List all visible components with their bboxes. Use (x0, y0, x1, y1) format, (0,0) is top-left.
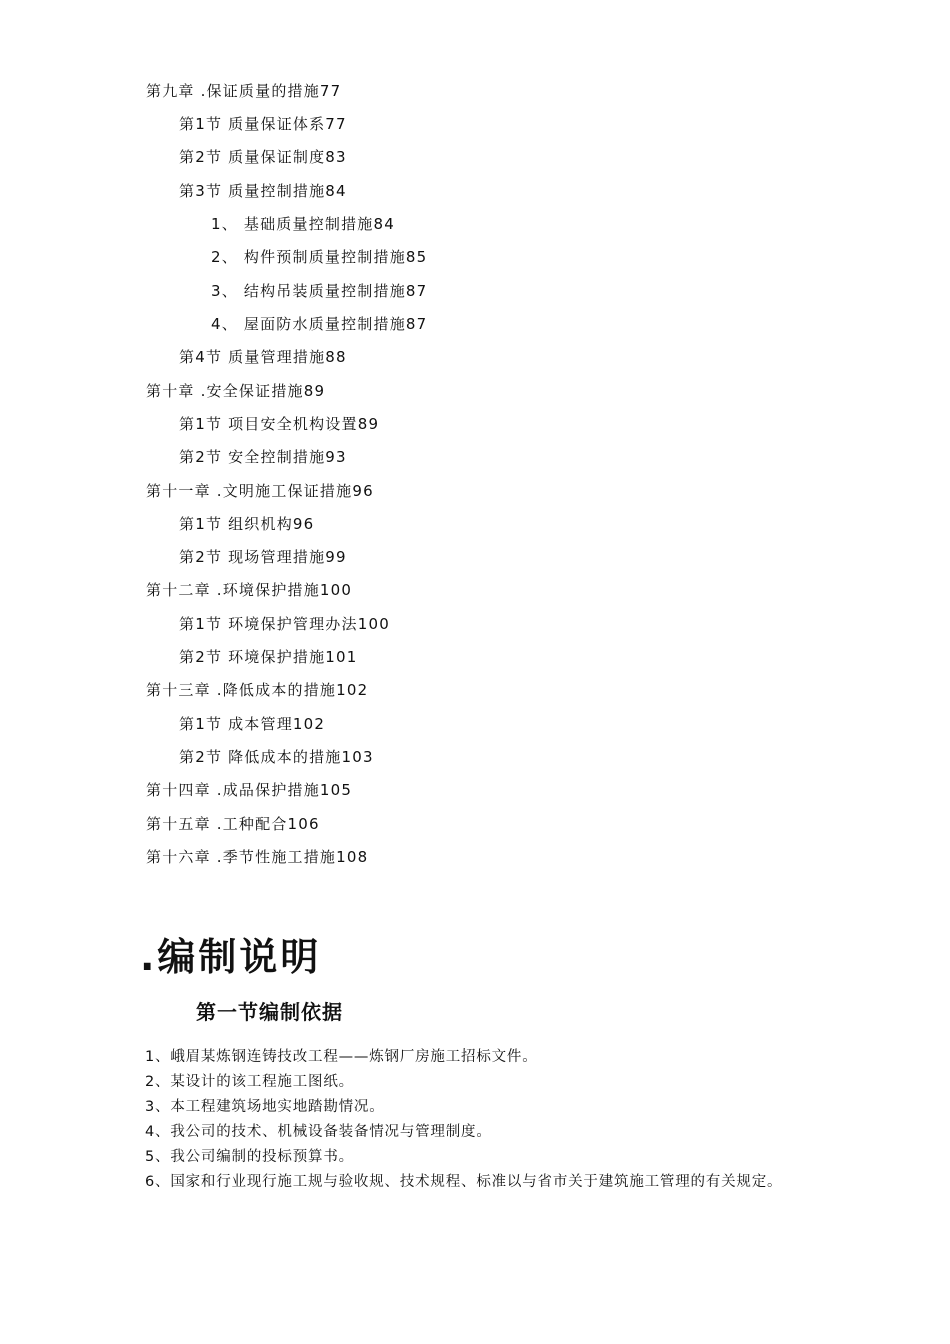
toc-section[interactable]: 第2节 安全控制措施93 (179, 448, 347, 466)
toc-chapter-12[interactable]: 第十二章 .环境保护措施100 (146, 581, 353, 599)
list-item: 5、我公司编制的投标预算书。 (145, 1149, 354, 1165)
toc-section[interactable]: 第1节 质量保证体系77 (179, 115, 347, 133)
list-item: 6、国家和行业现行施工规与验收规、技术规程、标准以与省市关于建筑施工管理的有关规定。 (145, 1174, 783, 1190)
chapter-heading: .编制说明 (140, 935, 322, 979)
section-heading: 第一节编制依据 (196, 1000, 343, 1024)
toc-section[interactable]: 第4节 质量管理措施88 (179, 348, 347, 366)
toc-subsection[interactable]: 3、 结构吊装质量控制措施87 (211, 282, 428, 300)
toc-section[interactable]: 第1节 项目安全机构设置89 (179, 415, 380, 433)
list-item: 3、本工程建筑场地实地踏勘情况。 (145, 1099, 385, 1115)
toc-section[interactable]: 第2节 环境保护措施101 (179, 648, 358, 666)
toc-chapter-11[interactable]: 第十一章 .文明施工保证措施96 (146, 482, 374, 500)
toc-section[interactable]: 第2节 降低成本的措施103 (179, 748, 374, 766)
toc-chapter-13[interactable]: 第十三章 .降低成本的措施102 (146, 681, 369, 699)
toc-section[interactable]: 第2节 现场管理措施99 (179, 548, 347, 566)
toc-chapter-10[interactable]: 第十章 .安全保证措施89 (146, 382, 326, 400)
list-item: 1、峨眉某炼钢连铸技改工程——炼钢厂房施工招标文件。 (145, 1049, 538, 1065)
list-item: 2、某设计的该工程施工图纸。 (145, 1074, 354, 1090)
toc-section[interactable]: 第1节 环境保护管理办法100 (179, 615, 390, 633)
toc-section[interactable]: 第1节 成本管理102 (179, 715, 326, 733)
toc-chapter-9[interactable]: 第九章 .保证质量的措施77 (146, 82, 342, 100)
toc-chapter-14[interactable]: 第十四章 .成品保护措施105 (146, 781, 353, 799)
toc-section[interactable]: 第2节 质量保证制度83 (179, 148, 347, 166)
toc-section[interactable]: 第3节 质量控制措施84 (179, 182, 347, 200)
list-item: 4、我公司的技术、机械设备装备情况与管理制度。 (145, 1124, 492, 1140)
basis-list (145, 1045, 810, 1195)
toc-subsection[interactable]: 1、 基础质量控制措施84 (211, 215, 395, 233)
toc-subsection[interactable]: 4、 屋面防水质量控制措施87 (211, 315, 428, 333)
toc-section[interactable]: 第1节 组织机构96 (179, 515, 315, 533)
toc-subsection[interactable]: 2、 构件预制质量控制措施85 (211, 248, 428, 266)
toc-chapter-15[interactable]: 第十五章 .工种配合106 (146, 815, 320, 833)
toc-chapter-16[interactable]: 第十六章 .季节性施工措施108 (146, 848, 369, 866)
